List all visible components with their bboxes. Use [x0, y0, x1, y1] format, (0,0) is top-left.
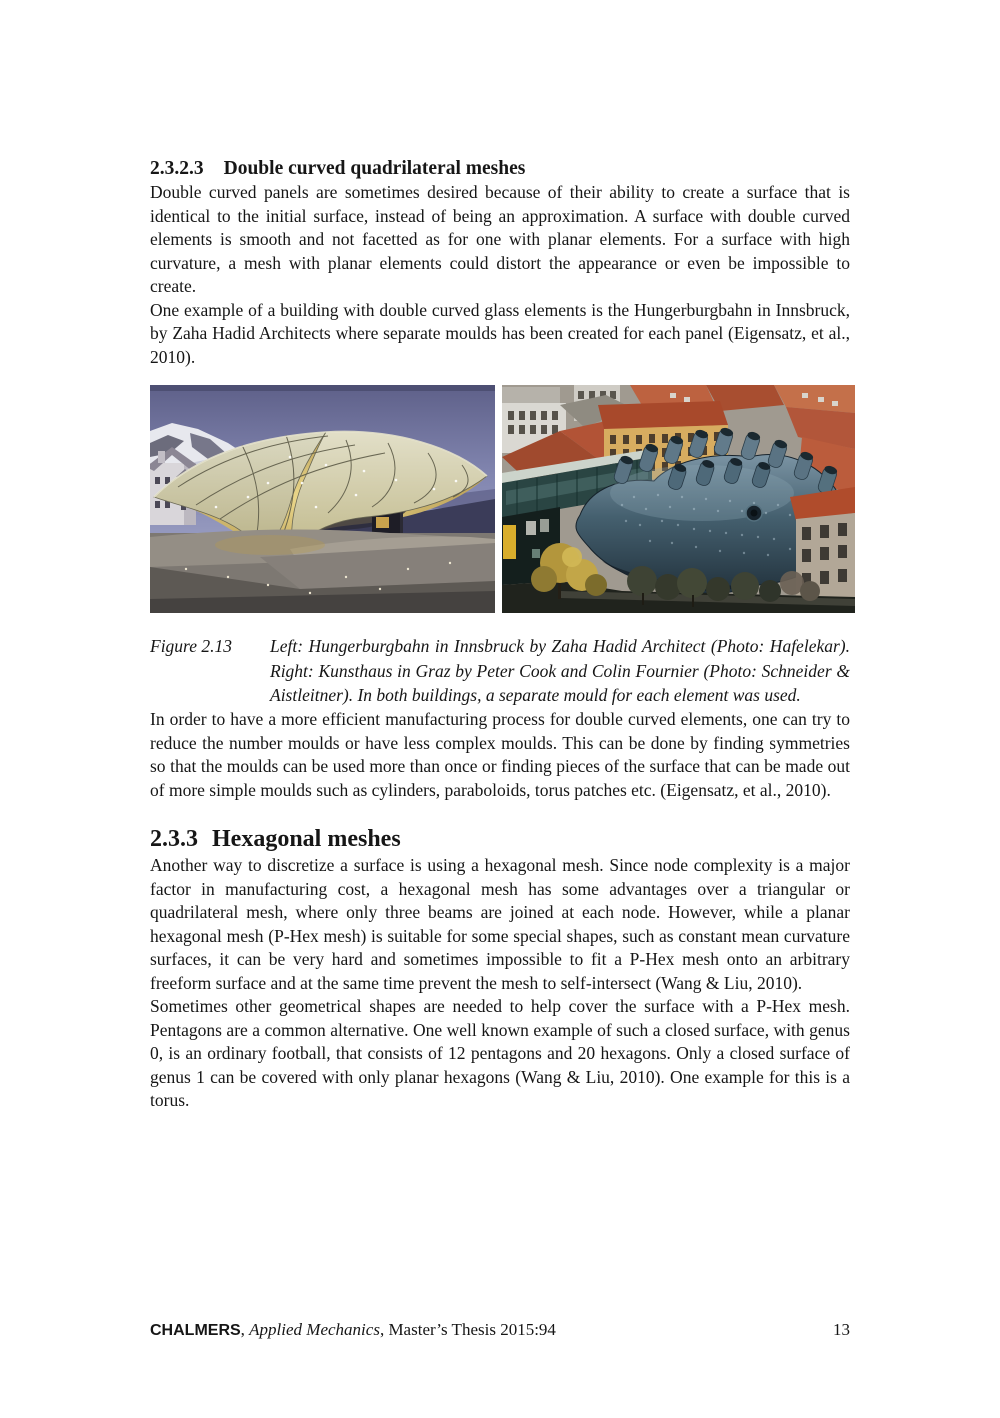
figure-caption-label: Figure 2.13: [150, 636, 232, 656]
footer-department: Applied Mechanics: [249, 1320, 380, 1339]
hungerburgbahn-photo: [150, 385, 495, 613]
kunsthaus-photo-graphic: [502, 385, 855, 613]
paragraph-hexagonal-1: Another way to discretize a surface is using a hexagonal mesh. Since node complexity is a major factor in manufacturing cost, a hexagonal mesh has some advantages over a triangular or quadrilateral mesh, where only three beams are joined at each node. However, while a planar hexagonal mesh (P-Hex mesh) is suitable for some special shapes, such as constant mean curvature surfaces, it can be very hard and sometimes impossible to fit a P-Hex mesh onto an arbitrary freeform surface and at the same time prevent the mesh to self-intersect (Wang & Liu, 2010).: [150, 855, 850, 993]
page-footer: [150, 1320, 850, 1340]
footer-text: [150, 1320, 556, 1340]
page-number: 13: [833, 1320, 850, 1339]
heading-2-3-2-3: [150, 157, 850, 181]
figure-caption-text: Left: Hungerburgbahn in Innsbruck by Zaha Hadid Architect (Photo: Hafelekar). Right: Kunsthaus in Graz by Peter Cook and Colin Fournier (Photo: Schneider & Aistleitner). In both buildings, a separate mould for each element was used.: [270, 636, 850, 706]
footer-institution: CHALMERS: [150, 1322, 241, 1339]
page-content: [150, 0, 850, 1113]
figure-caption: [150, 634, 850, 708]
heading-2-3-2-3-title: Double curved quadrilateral meshes: [223, 158, 526, 179]
paragraph-double-curved-1: Double curved panels are sometimes desired because of their ability to create a surface that is identical to the initial surface, instead of being an approximation. A surface with double curved elements is smooth and not facetted as for one with planar elements. For a surface with high curvature, a mesh with planar elements could distort the appearance or even be impossible to create.: [150, 182, 850, 296]
heading-2-3-3-title: Hexagonal meshes: [212, 826, 401, 853]
footer-thesis-info: , Master’s Thesis 2015:94: [379, 1320, 556, 1339]
heading-2-3-3: [150, 824, 850, 854]
hungerburgbahn-photo-graphic: [150, 385, 495, 613]
paragraph-manufacturing: In order to have a more efficient manufacturing process for double curved elements, one can try to reduce the number moulds or have less complex moulds. This can be done by finding symmetries so that the moulds can be used more than once or finding pieces of the surface that can be made out of more simple moulds such as cylinders, paraboloids, torus patches etc. (Eigensatz, et al., 2010).: [150, 709, 850, 800]
footer-separator: ,: [240, 1320, 250, 1339]
figure-2-13: [150, 385, 855, 613]
heading-2-3-3-number: 2.3.3: [150, 826, 198, 853]
kunsthaus-photo: [502, 385, 855, 613]
heading-2-3-2-3-number: 2.3.2.3: [150, 158, 204, 179]
paragraph-double-curved-2: One example of a building with double curved glass elements is the Hungerburgbahn in Innsbruck, by Zaha Hadid Architects where separate moulds has been created for each panel (Eigensatz, et al., 2010).: [150, 299, 850, 367]
paragraph-hexagonal-2: Sometimes other geometrical shapes are needed to help cover the surface with a P-Hex mesh. Pentagons are a common alternative. One well known example of such a closed surface, with genus 0, is an ordinary football, that consists of 12 pentagons and 20 hexagons. Only a closed surface of genus 1 can be covered with only planar hexagons (Wang & Liu, 2010). One example for this is a torus.: [150, 996, 850, 1111]
